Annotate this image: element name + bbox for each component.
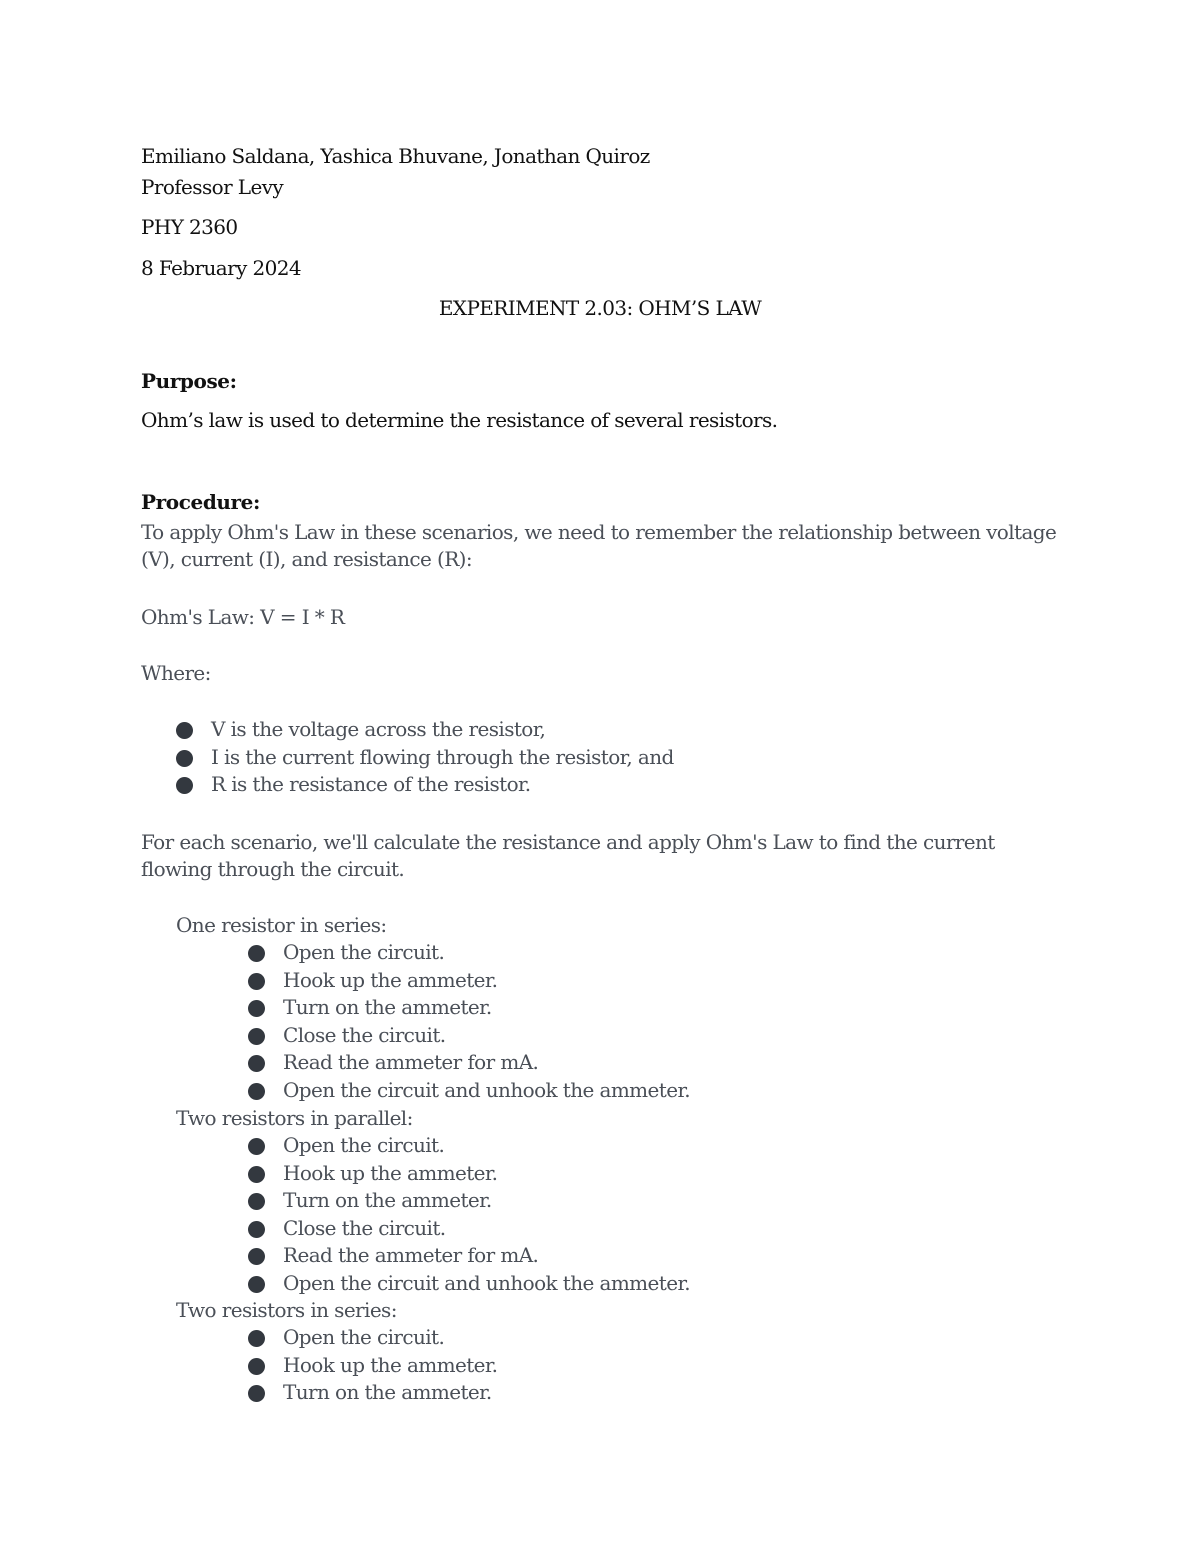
list-item: Turn on the ammeter.	[248, 1187, 690, 1215]
date-line: 8 February 2024	[141, 256, 301, 280]
course-line: PHY 2360	[141, 215, 238, 239]
list-item: V is the voltage across the resistor,	[176, 716, 674, 744]
scenario-steps-list	[248, 1324, 497, 1407]
bullet-icon	[248, 1055, 265, 1072]
where-label: Where:	[141, 661, 211, 685]
bullet-icon	[176, 722, 193, 739]
bullet-icon	[248, 1221, 265, 1238]
bullet-icon	[248, 1138, 265, 1155]
bullet-icon	[248, 1193, 265, 1210]
bullet-icon	[248, 1166, 265, 1183]
list-item: Close the circuit.	[248, 1022, 690, 1050]
list-item: Hook up the ammeter.	[248, 967, 690, 995]
list-item: Open the circuit and unhook the ammeter.	[248, 1077, 690, 1105]
scenario-intro: For each scenario, we'll calculate the resistance and apply Ohm's Law to find the current flowing through the circuit.	[141, 830, 995, 881]
list-item: I is the current flowing through the resistor, and	[176, 744, 674, 772]
bullet-icon	[248, 1330, 265, 1347]
list-item: Open the circuit.	[248, 1132, 690, 1160]
bullet-icon	[248, 1385, 265, 1402]
authors-line: Emiliano Saldana, Yashica Bhuvane, Jonathan Quiroz	[141, 144, 650, 168]
list-item: Open the circuit.	[248, 1324, 497, 1352]
purpose-text: Ohm’s law is used to determine the resistance of several resistors.	[141, 408, 778, 432]
procedure-intro: To apply Ohm's Law in these scenarios, we need to remember the relationship between voltage (V), current (I), and resistance (R):	[141, 520, 1057, 571]
purpose-heading: Purpose:	[141, 369, 237, 393]
ohms-law-formula: Ohm's Law: V = I * R	[141, 605, 345, 629]
bullet-icon	[248, 1028, 265, 1045]
scenario-steps-list	[248, 939, 690, 1104]
bullet-icon	[248, 1248, 265, 1265]
list-item: Turn on the ammeter.	[248, 1379, 497, 1407]
bullet-icon	[248, 973, 265, 990]
list-item: Hook up the ammeter.	[248, 1352, 497, 1380]
scenario-steps-list	[248, 1132, 690, 1297]
list-item: Open the circuit and unhook the ammeter.	[248, 1270, 690, 1298]
bullet-icon	[248, 1358, 265, 1375]
bullet-icon	[248, 1000, 265, 1017]
definitions-list	[176, 716, 674, 799]
professor-line: Professor Levy	[141, 175, 284, 199]
document-title: EXPERIMENT 2.03: OHM’S LAW	[438, 296, 762, 320]
procedure-heading: Procedure:	[141, 490, 260, 514]
scenario-title: One resistor in series:	[176, 913, 387, 937]
bullet-icon	[248, 1083, 265, 1100]
list-item: Open the circuit.	[248, 939, 690, 967]
list-item: Read the ammeter for mA.	[248, 1049, 690, 1077]
list-item: R is the resistance of the resistor.	[176, 771, 674, 799]
bullet-icon	[176, 750, 193, 767]
bullet-icon	[176, 777, 193, 794]
list-item: Hook up the ammeter.	[248, 1160, 690, 1188]
bullet-icon	[248, 1276, 265, 1293]
scenario-title: Two resistors in series:	[176, 1298, 397, 1322]
list-item: Close the circuit.	[248, 1215, 690, 1243]
bullet-icon	[248, 945, 265, 962]
list-item: Turn on the ammeter.	[248, 994, 690, 1022]
list-item: Read the ammeter for mA.	[248, 1242, 690, 1270]
scenario-title: Two resistors in parallel:	[176, 1106, 413, 1130]
